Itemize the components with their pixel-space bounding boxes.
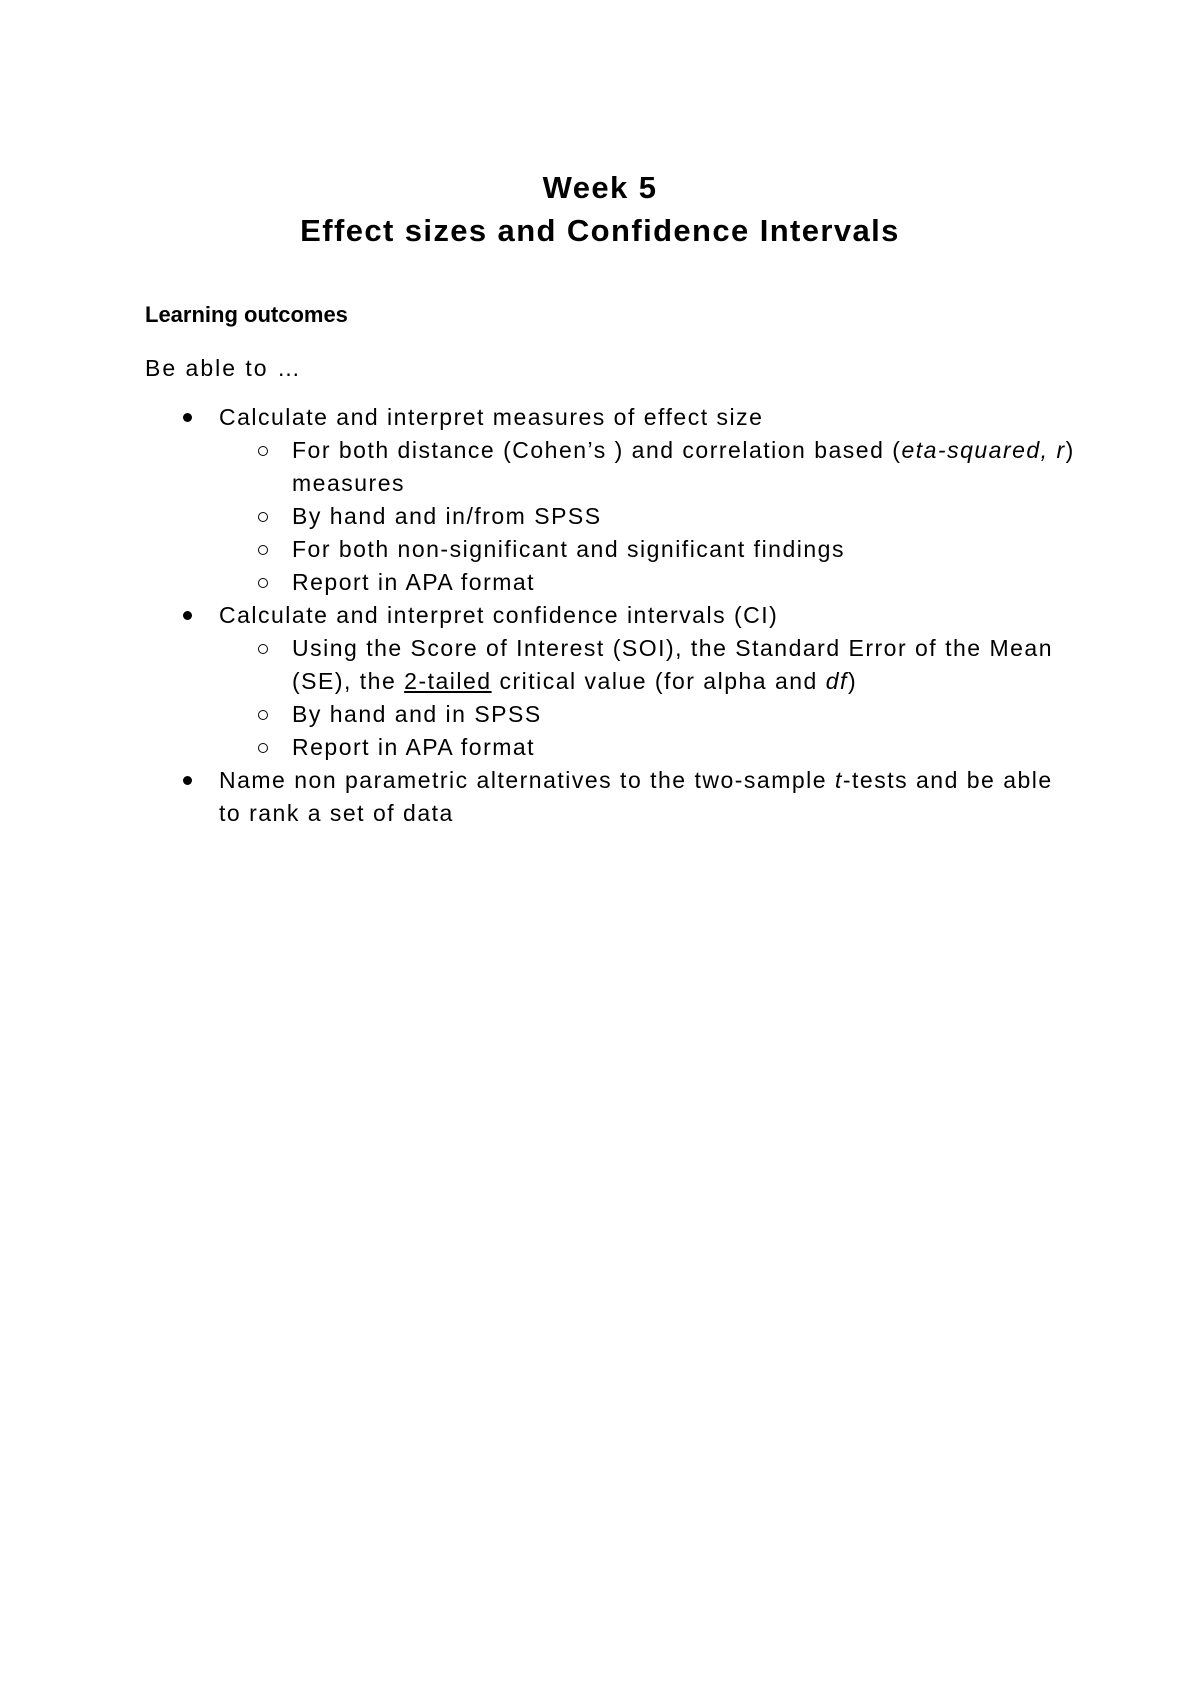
bullet-icon bbox=[183, 611, 192, 620]
sub-list bbox=[219, 632, 1075, 764]
underlined-term: 2-tailed bbox=[404, 668, 492, 694]
sub-item-text: Using the Score of Interest (SOI), the Standard Error of the Mean (SE), the bbox=[292, 635, 1053, 694]
page-title-week: Week 5 bbox=[542, 170, 658, 205]
sub-item-text: For both distance (Cohen’s ) and correlation based ( bbox=[292, 437, 902, 463]
page-title-topic: Effect sizes and Confidence Intervals bbox=[300, 213, 900, 248]
intro-text: Be able to … bbox=[145, 355, 302, 381]
list-item bbox=[145, 599, 1075, 764]
circle-bullet-icon bbox=[258, 512, 268, 522]
outcome-text: Calculate and interpret measures of effect size bbox=[219, 404, 764, 430]
circle-bullet-icon bbox=[258, 710, 268, 720]
sub-item-italic: df bbox=[825, 668, 848, 694]
sub-item-text: Report in APA format bbox=[292, 734, 536, 760]
sub-list-item bbox=[219, 566, 1075, 599]
outcome-text: Calculate and interpret confidence intervals (CI) bbox=[219, 602, 779, 628]
outcome-italic: t bbox=[834, 767, 843, 793]
sub-item-italic: eta-squared, r bbox=[901, 437, 1066, 463]
section-heading: Learning outcomes bbox=[145, 302, 348, 327]
sub-item-text: Report in APA format bbox=[292, 569, 536, 595]
bullet-icon bbox=[183, 776, 192, 785]
sub-item-text: For both non-significant and significant findings bbox=[292, 536, 845, 562]
outcome-text: Name non parametric alternatives to the two-sample bbox=[219, 767, 835, 793]
sub-item-text-end: ) measures bbox=[292, 437, 1075, 496]
sub-item-text: By hand and in SPSS bbox=[292, 701, 542, 727]
circle-bullet-icon bbox=[258, 545, 268, 555]
list-item bbox=[145, 764, 1075, 830]
sub-list-item bbox=[219, 533, 1075, 566]
outcome-text-end: -tests and be able to rank a set of data bbox=[219, 767, 1053, 826]
circle-bullet-icon bbox=[258, 644, 268, 654]
sub-list-item bbox=[219, 698, 1075, 731]
learning-outcomes-list bbox=[145, 401, 1075, 830]
sub-list-item bbox=[219, 632, 1075, 698]
sub-list-item bbox=[219, 731, 1075, 764]
sub-list bbox=[219, 434, 1075, 599]
sub-item-text-end: ) bbox=[847, 668, 858, 694]
bullet-icon bbox=[183, 413, 192, 422]
sub-item-text-mid: critical value (for alpha and bbox=[491, 668, 826, 694]
sub-item-text: By hand and in/from SPSS bbox=[292, 503, 602, 529]
sub-list-item bbox=[219, 500, 1075, 533]
circle-bullet-icon bbox=[258, 446, 268, 456]
circle-bullet-icon bbox=[258, 743, 268, 753]
sub-list-item bbox=[219, 434, 1075, 500]
list-item bbox=[145, 401, 1075, 599]
circle-bullet-icon bbox=[258, 578, 268, 588]
